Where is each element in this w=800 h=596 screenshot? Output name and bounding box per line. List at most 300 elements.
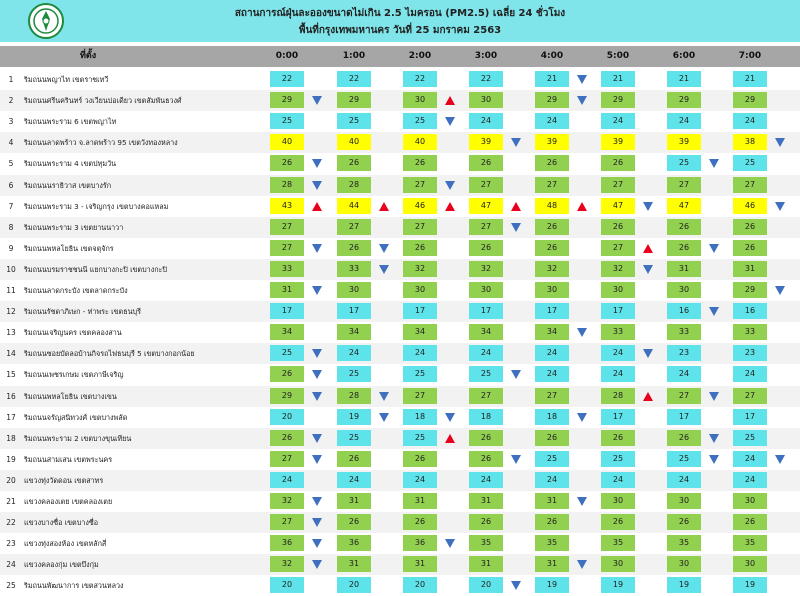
row-number: 4 bbox=[8, 138, 14, 148]
pm25-value: 32 bbox=[270, 493, 304, 509]
pm25-value: 18 bbox=[469, 409, 503, 425]
trend-down-icon bbox=[569, 407, 595, 428]
pm25-value: 30 bbox=[403, 282, 437, 298]
station-location: แขวงทุ่งวัดดอน เขตสาทร bbox=[24, 475, 104, 485]
row-number: 2 bbox=[8, 96, 14, 106]
pm25-value: 27 bbox=[403, 177, 437, 193]
pm25-value: 26 bbox=[403, 514, 437, 530]
pm25-value: 47 bbox=[667, 198, 701, 214]
row-number: 1 bbox=[8, 75, 14, 84]
pm25-value: 31 bbox=[535, 556, 569, 572]
trend-up-icon bbox=[437, 196, 463, 217]
pm25-value: 26 bbox=[337, 240, 371, 256]
pm25-value: 24 bbox=[601, 366, 635, 382]
pm25-value: 29 bbox=[337, 92, 371, 108]
trend-down-icon bbox=[503, 449, 529, 470]
station-location: ริมถนนรัชดาภิเษก - ท่าพระ เขตธนบุรี bbox=[24, 307, 141, 317]
station-location: ริมถนนซอยบัดลอบ้านกิจรถไฟธนบุรี 5 เขตบางกอกน้อย bbox=[24, 349, 195, 359]
pm25-value: 26 bbox=[733, 240, 767, 256]
station-location: ริมถนนเจริญนคร เขตคลองสาน bbox=[24, 328, 122, 338]
pm25-value: 27 bbox=[469, 177, 503, 193]
trend-up-icon bbox=[569, 196, 595, 217]
trend-down-icon bbox=[304, 554, 330, 575]
table-row bbox=[0, 196, 800, 217]
page-subtitle: พื้นที่กรุงเทพมหานคร วันที่ 25 มกราคม 2563 bbox=[298, 25, 502, 36]
time-header-0: 0:00 bbox=[275, 51, 299, 61]
table-row bbox=[0, 343, 800, 364]
pm25-value: 24 bbox=[535, 366, 569, 382]
pm25-value: 30 bbox=[667, 556, 701, 572]
pm25-value: 27 bbox=[270, 514, 304, 530]
pm25-value: 34 bbox=[270, 324, 304, 340]
pm25-value: 27 bbox=[469, 388, 503, 404]
pm25-value: 31 bbox=[469, 556, 503, 572]
pm25-value: 27 bbox=[535, 388, 569, 404]
title-banner bbox=[0, 0, 800, 42]
pm25-value: 24 bbox=[337, 345, 371, 361]
station-location: ริมถนนลาดพร้าว จ.ลาดพร้าว 95 เขตวังทองหลาง bbox=[24, 138, 178, 148]
row-number: 15 bbox=[6, 370, 16, 380]
station-location: ริมถนนพระราม 6 เขตพญาไท bbox=[24, 117, 117, 127]
station-location: ริมถนนพัฒนาการ เขตสวนหลวง bbox=[24, 581, 124, 591]
row-number: 23 bbox=[6, 539, 16, 549]
pm25-value: 26 bbox=[535, 514, 569, 530]
station-location: ริมถนนบรมราชชนนี แยกบางกะปิ เขตบางกะปิ bbox=[24, 264, 167, 274]
pm25-value: 43 bbox=[270, 198, 304, 214]
trend-up-icon bbox=[437, 90, 463, 111]
trend-down-icon bbox=[569, 69, 595, 90]
table-row bbox=[0, 69, 800, 90]
pm25-value: 25 bbox=[337, 113, 371, 129]
pm25-value: 39 bbox=[601, 134, 635, 150]
pm25-value: 25 bbox=[403, 366, 437, 382]
pm25-value: 30 bbox=[667, 282, 701, 298]
pm25-value: 33 bbox=[667, 324, 701, 340]
pm25-value: 26 bbox=[403, 451, 437, 467]
pm25-value: 39 bbox=[667, 134, 701, 150]
table-row bbox=[0, 322, 800, 343]
trend-down-icon bbox=[437, 111, 463, 132]
pm25-value: 31 bbox=[337, 556, 371, 572]
pm25-value: 26 bbox=[667, 514, 701, 530]
pm25-value: 18 bbox=[403, 409, 437, 425]
location-header: ที่ตั้ง bbox=[80, 51, 97, 61]
pm25-value: 25 bbox=[270, 113, 304, 129]
pm25-value: 24 bbox=[403, 345, 437, 361]
row-number: 6 bbox=[8, 180, 14, 190]
table-row bbox=[0, 280, 800, 301]
pm25-value: 27 bbox=[270, 240, 304, 256]
pm25-value: 28 bbox=[337, 388, 371, 404]
pm25-value: 25 bbox=[733, 155, 767, 171]
pm25-value: 26 bbox=[469, 155, 503, 171]
pm25-value: 26 bbox=[337, 451, 371, 467]
pm25-value: 24 bbox=[601, 345, 635, 361]
trend-down-icon bbox=[503, 132, 529, 153]
row-number: 21 bbox=[6, 497, 16, 506]
pm25-value: 16 bbox=[733, 303, 767, 319]
pm25-value: 33 bbox=[733, 324, 767, 340]
pm25-value: 21 bbox=[601, 71, 635, 87]
pm25-value: 26 bbox=[469, 430, 503, 446]
time-header-3: 3:00 bbox=[474, 51, 498, 61]
trend-down-icon bbox=[635, 196, 661, 217]
pm25-value: 24 bbox=[469, 472, 503, 488]
pm25-value: 26 bbox=[270, 430, 304, 446]
pm25-value: 47 bbox=[469, 198, 503, 214]
pm25-value: 36 bbox=[403, 535, 437, 551]
trend-up-icon bbox=[437, 428, 463, 449]
pm25-value: 20 bbox=[270, 409, 304, 425]
trend-down-icon bbox=[767, 449, 793, 470]
pm25-value: 26 bbox=[469, 240, 503, 256]
table-row bbox=[0, 364, 800, 385]
pm25-value: 24 bbox=[469, 345, 503, 361]
pm25-value: 26 bbox=[535, 240, 569, 256]
trend-down-icon bbox=[767, 132, 793, 153]
station-location: แขวงทุ่งสองห้อง เขตหลักสี่ bbox=[24, 539, 107, 549]
pm25-value: 24 bbox=[601, 113, 635, 129]
pm25-value: 24 bbox=[270, 472, 304, 488]
pm25-value: 34 bbox=[469, 324, 503, 340]
trend-down-icon bbox=[304, 280, 330, 301]
pm25-value: 20 bbox=[403, 577, 437, 593]
trend-down-icon bbox=[569, 322, 595, 343]
pm25-value: 26 bbox=[469, 451, 503, 467]
pm25-value: 27 bbox=[601, 240, 635, 256]
pm25-value: 27 bbox=[535, 177, 569, 193]
trend-down-icon bbox=[767, 280, 793, 301]
trend-down-icon bbox=[304, 449, 330, 470]
pm25-value: 24 bbox=[733, 451, 767, 467]
pm25-value: 24 bbox=[733, 113, 767, 129]
pm25-value: 26 bbox=[667, 219, 701, 235]
pm25-value: 30 bbox=[403, 92, 437, 108]
pm25-value: 34 bbox=[337, 324, 371, 340]
pm25-value: 23 bbox=[667, 345, 701, 361]
trend-down-icon bbox=[304, 153, 330, 174]
pm25-value: 20 bbox=[270, 577, 304, 593]
pm25-value: 27 bbox=[403, 388, 437, 404]
pm25-value: 34 bbox=[403, 324, 437, 340]
pm25-value: 39 bbox=[535, 134, 569, 150]
pm25-value: 26 bbox=[535, 430, 569, 446]
trend-down-icon bbox=[371, 407, 397, 428]
table-row bbox=[0, 470, 800, 491]
pm25-value: 26 bbox=[337, 155, 371, 171]
pm25-value: 32 bbox=[535, 261, 569, 277]
pm25-value: 19 bbox=[733, 577, 767, 593]
pm25-value: 17 bbox=[667, 409, 701, 425]
pm25-value: 31 bbox=[469, 493, 503, 509]
trend-up-icon bbox=[635, 386, 661, 407]
trend-down-icon bbox=[701, 449, 727, 470]
trend-down-icon bbox=[304, 175, 330, 196]
pm25-value: 25 bbox=[733, 430, 767, 446]
time-header-5: 5:00 bbox=[606, 51, 630, 61]
table-row bbox=[0, 428, 800, 449]
pm25-value: 24 bbox=[535, 472, 569, 488]
row-number: 8 bbox=[8, 222, 14, 232]
pm25-value: 32 bbox=[270, 556, 304, 572]
trend-down-icon bbox=[569, 491, 595, 512]
pm25-value: 26 bbox=[337, 514, 371, 530]
trend-down-icon bbox=[503, 217, 529, 238]
pm25-value: 29 bbox=[270, 388, 304, 404]
pm25-value: 25 bbox=[337, 430, 371, 446]
pm25-value: 26 bbox=[403, 240, 437, 256]
table-row bbox=[0, 533, 800, 554]
table-row bbox=[0, 554, 800, 575]
pm25-value: 30 bbox=[601, 556, 635, 572]
pm25-value: 29 bbox=[270, 92, 304, 108]
pm25-value: 27 bbox=[733, 177, 767, 193]
pm25-value: 30 bbox=[733, 556, 767, 572]
trend-down-icon bbox=[569, 90, 595, 111]
pm25-value: 26 bbox=[667, 430, 701, 446]
trend-down-icon bbox=[635, 343, 661, 364]
pm25-value: 26 bbox=[601, 514, 635, 530]
pm25-value: 26 bbox=[667, 240, 701, 256]
table-row bbox=[0, 259, 800, 280]
pm25-value: 31 bbox=[270, 282, 304, 298]
pm25-value: 21 bbox=[667, 71, 701, 87]
pm25-value: 26 bbox=[535, 155, 569, 171]
row-number: 20 bbox=[6, 475, 16, 485]
trend-down-icon bbox=[701, 238, 727, 259]
pm25-value: 27 bbox=[270, 219, 304, 235]
pm25-value: 33 bbox=[270, 261, 304, 277]
pm25-value: 16 bbox=[667, 303, 701, 319]
trend-down-icon bbox=[503, 364, 529, 385]
row-number: 5 bbox=[8, 159, 14, 169]
table-row bbox=[0, 111, 800, 132]
table-row bbox=[0, 153, 800, 174]
pm25-value: 26 bbox=[601, 430, 635, 446]
trend-down-icon bbox=[701, 153, 727, 174]
station-location: ริมถนนนราธิวาส เขตบางรัก bbox=[24, 180, 112, 190]
trend-down-icon bbox=[503, 575, 529, 596]
trend-down-icon bbox=[304, 533, 330, 554]
pm25-value: 21 bbox=[535, 71, 569, 87]
pm25-value: 46 bbox=[733, 198, 767, 214]
pm25-value: 26 bbox=[403, 155, 437, 171]
station-location: ริมถนนพระราม 2 เขตบางขุนเทียน bbox=[24, 433, 132, 443]
pm25-value: 19 bbox=[667, 577, 701, 593]
pm25-value: 32 bbox=[601, 261, 635, 277]
pm25-value: 26 bbox=[270, 155, 304, 171]
pm25-value: 27 bbox=[403, 219, 437, 235]
pm25-value: 28 bbox=[601, 388, 635, 404]
pm25-value: 17 bbox=[270, 303, 304, 319]
time-header-7: 7:00 bbox=[738, 51, 762, 61]
pm25-value: 25 bbox=[403, 113, 437, 129]
trend-down-icon bbox=[701, 301, 727, 322]
pm25-value: 33 bbox=[601, 324, 635, 340]
pm25-value: 23 bbox=[733, 345, 767, 361]
row-number: 11 bbox=[6, 286, 16, 295]
pm25-value: 35 bbox=[601, 535, 635, 551]
table-row bbox=[0, 386, 800, 407]
station-location: ริมถนนพระราม 3 เขตยานนาวา bbox=[24, 222, 124, 232]
table-row bbox=[0, 512, 800, 533]
trend-down-icon bbox=[371, 238, 397, 259]
station-location: ริมถนนลาดกระบัง เขตลาดกระบัง bbox=[24, 286, 128, 295]
time-header-2: 2:00 bbox=[408, 51, 432, 61]
pm25-value: 29 bbox=[667, 92, 701, 108]
station-location: ริมถนนพระราม 3 - เจริญกรุง เขตบางคอแหลม bbox=[24, 201, 169, 211]
row-number: 14 bbox=[6, 349, 16, 359]
pm25-value: 25 bbox=[469, 366, 503, 382]
pm25-value: 35 bbox=[535, 535, 569, 551]
pm25-value: 24 bbox=[667, 472, 701, 488]
table-row bbox=[0, 491, 800, 512]
trend-down-icon bbox=[437, 407, 463, 428]
trend-down-icon bbox=[304, 343, 330, 364]
table-header bbox=[0, 46, 800, 67]
station-location: ริมถนนสามเสน เขตพระนคร bbox=[24, 454, 113, 464]
pm25-value: 33 bbox=[337, 261, 371, 277]
pm25-value: 30 bbox=[337, 282, 371, 298]
pm25-value: 19 bbox=[601, 577, 635, 593]
time-header-1: 1:00 bbox=[342, 51, 366, 61]
pm25-value: 48 bbox=[535, 198, 569, 214]
table-row bbox=[0, 407, 800, 428]
station-location: ริมถนนจรัญสนิทวงศ์ เขตบางพลัด bbox=[24, 412, 128, 422]
trend-down-icon bbox=[701, 428, 727, 449]
row-number: 22 bbox=[6, 518, 16, 528]
pm25-value: 26 bbox=[733, 219, 767, 235]
pm25-value: 32 bbox=[469, 261, 503, 277]
pm25-value: 24 bbox=[535, 113, 569, 129]
station-location: แขวงคลองกุ่ม เขตบึงกุ่ม bbox=[24, 560, 99, 570]
pm25-value: 17 bbox=[601, 303, 635, 319]
pm25-value: 32 bbox=[403, 261, 437, 277]
station-location: ริมถนนพหลโยธิน เขตบางเขน bbox=[24, 391, 117, 401]
pm25-value: 24 bbox=[733, 472, 767, 488]
trend-down-icon bbox=[304, 386, 330, 407]
pm25-value: 20 bbox=[337, 577, 371, 593]
page-title: สถานการณ์ฝุ่นละอองขนาดไม่เกิน 2.5 ไมครอน (PM2.5) เฉลี่ย 24 ชั่วโมง bbox=[234, 8, 566, 19]
pm25-value: 38 bbox=[733, 134, 767, 150]
pm25-value: 34 bbox=[535, 324, 569, 340]
table-row bbox=[0, 301, 800, 322]
pm25-value: 47 bbox=[601, 198, 635, 214]
pm25-value: 24 bbox=[667, 366, 701, 382]
station-location: ริมถนนเพชรเกษม เขตภาษีเจริญ bbox=[24, 370, 124, 380]
pm25-value: 17 bbox=[337, 303, 371, 319]
pm25-value: 28 bbox=[270, 177, 304, 193]
trend-down-icon bbox=[304, 512, 330, 533]
pm25-value: 36 bbox=[337, 535, 371, 551]
pm25-value: 25 bbox=[270, 345, 304, 361]
station-location: แขวงบางซื่อ เขตบางซื่อ bbox=[24, 518, 99, 528]
pm25-value: 31 bbox=[667, 261, 701, 277]
time-header-6: 6:00 bbox=[672, 51, 696, 61]
pm25-value: 25 bbox=[667, 451, 701, 467]
pm25-value: 30 bbox=[535, 282, 569, 298]
pm25-value: 26 bbox=[469, 514, 503, 530]
station-location: ริมถนนพหลโยธิน เขตจตุจักร bbox=[24, 243, 114, 253]
trend-down-icon bbox=[304, 238, 330, 259]
pm25-value: 35 bbox=[469, 535, 503, 551]
station-location: แขวงคลองเตย เขตคลองเตย bbox=[24, 497, 113, 506]
pm25-value: 24 bbox=[601, 472, 635, 488]
pm25-value: 30 bbox=[667, 493, 701, 509]
pm25-value: 44 bbox=[337, 198, 371, 214]
pm25-value: 27 bbox=[270, 451, 304, 467]
trend-up-icon bbox=[371, 196, 397, 217]
trend-down-icon bbox=[701, 386, 727, 407]
pm25-value: 21 bbox=[733, 71, 767, 87]
pm25-value: 40 bbox=[270, 134, 304, 150]
pm25-value: 29 bbox=[601, 92, 635, 108]
trend-down-icon bbox=[569, 554, 595, 575]
pm25-value: 30 bbox=[733, 493, 767, 509]
trend-down-icon bbox=[437, 175, 463, 196]
row-number: 24 bbox=[6, 560, 16, 570]
pm25-value: 26 bbox=[270, 366, 304, 382]
trend-down-icon bbox=[767, 196, 793, 217]
table-row bbox=[0, 217, 800, 238]
table-row bbox=[0, 132, 800, 153]
pm25-value: 24 bbox=[469, 113, 503, 129]
trend-down-icon bbox=[304, 428, 330, 449]
row-number: 7 bbox=[8, 201, 14, 211]
pm25-value: 29 bbox=[733, 282, 767, 298]
pm25-value: 35 bbox=[733, 535, 767, 551]
pm25-value: 40 bbox=[337, 134, 371, 150]
trend-down-icon bbox=[304, 491, 330, 512]
table-row bbox=[0, 449, 800, 470]
pm25-value: 22 bbox=[337, 71, 371, 87]
trend-down-icon bbox=[371, 259, 397, 280]
pm25-value: 25 bbox=[667, 155, 701, 171]
trend-up-icon bbox=[304, 196, 330, 217]
table-row bbox=[0, 175, 800, 196]
trend-up-icon bbox=[503, 196, 529, 217]
pm25-value: 27 bbox=[337, 219, 371, 235]
pm25-value: 24 bbox=[667, 113, 701, 129]
pm25-value: 30 bbox=[469, 282, 503, 298]
time-header-4: 4:00 bbox=[540, 51, 564, 61]
trend-down-icon bbox=[304, 364, 330, 385]
row-number: 12 bbox=[6, 307, 16, 317]
station-location: ริมถนนพระราม 4 เขตปทุมวัน bbox=[24, 159, 117, 169]
pm25-value: 27 bbox=[667, 388, 701, 404]
pm25-value: 24 bbox=[403, 472, 437, 488]
pm25-value: 24 bbox=[733, 366, 767, 382]
row-number: 19 bbox=[6, 454, 16, 464]
row-number: 13 bbox=[6, 328, 16, 338]
pm25-value: 27 bbox=[733, 388, 767, 404]
pm25-value: 19 bbox=[535, 577, 569, 593]
pm25-value: 20 bbox=[469, 577, 503, 593]
pm25-value: 25 bbox=[535, 451, 569, 467]
pm25-value: 30 bbox=[601, 493, 635, 509]
row-number: 9 bbox=[8, 243, 14, 253]
pm25-value: 17 bbox=[469, 303, 503, 319]
pm25-value: 29 bbox=[733, 92, 767, 108]
pm25-value: 31 bbox=[337, 493, 371, 509]
pm25-value: 28 bbox=[337, 177, 371, 193]
row-number: 25 bbox=[6, 581, 16, 591]
trend-up-icon bbox=[635, 238, 661, 259]
pm25-value: 17 bbox=[601, 409, 635, 425]
pm25-value: 40 bbox=[403, 134, 437, 150]
pm25-value: 29 bbox=[535, 92, 569, 108]
pm25-value: 39 bbox=[469, 134, 503, 150]
